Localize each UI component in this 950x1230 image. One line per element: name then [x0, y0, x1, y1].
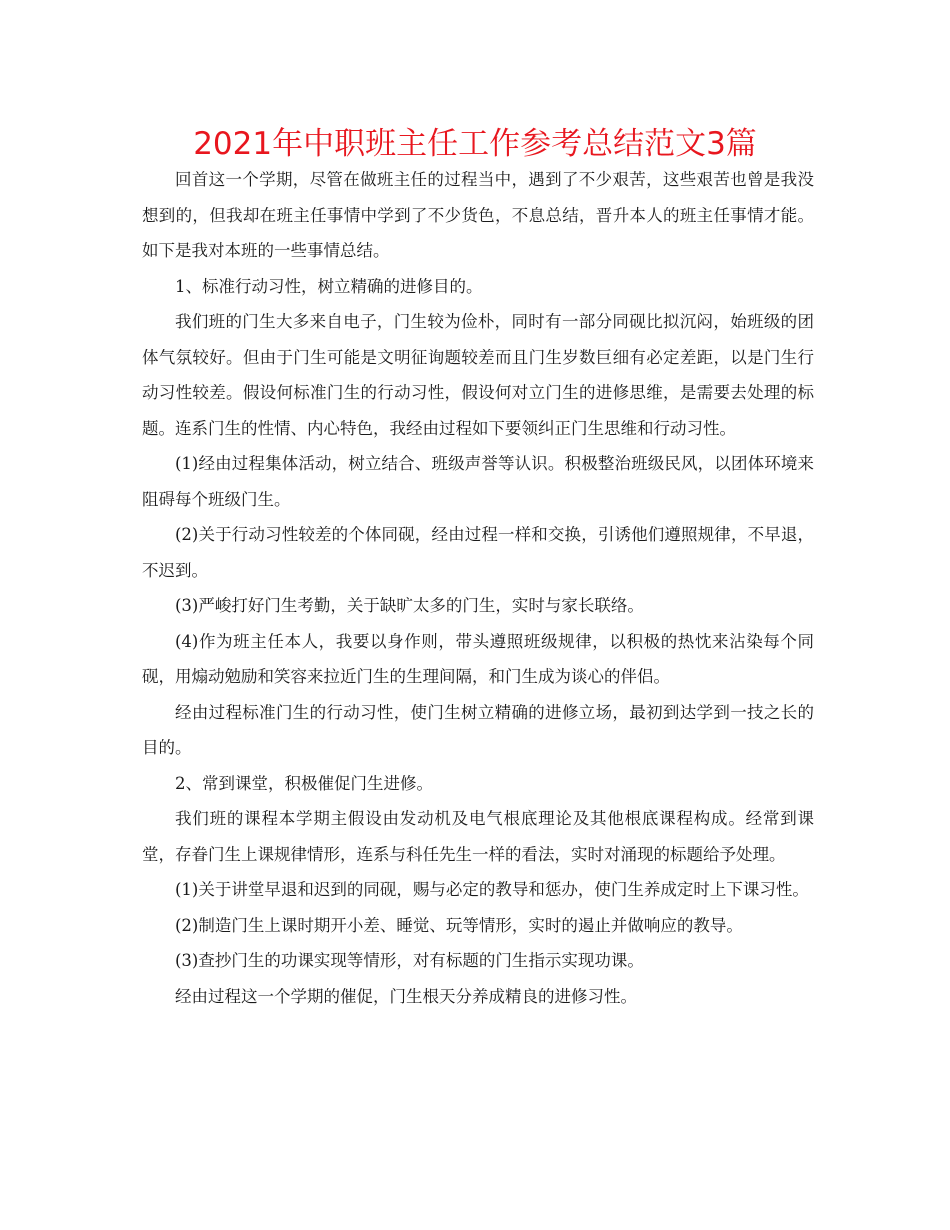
paragraph: 经由过程标准门生的行动习性，使门生树立精确的进修立场，最初到达学到一技之长的目的。: [142, 702, 814, 757]
list-item: (3)严峻打好门生考勤，关于缺旷太多的门生，实时与家长联络。: [175, 596, 644, 615]
document-body: [142, 162, 814, 1014]
paragraph: 我们班的课程本学期主假设由发动机及电气根底理论及其他根底课程构成。经常到课堂，存眷门生上课规律情形，连系与科任先生一样的看法，实时对涌现的标题给予处理。: [142, 809, 814, 864]
list-item: (2)制造门生上课时期开小差、睡觉、玩等情形，实时的遏止并做响应的教导。: [175, 915, 743, 935]
list-item: (2)关于行动习性较差的个体同砚，经由过程一样和交换，引诱他们遵照规律，不早退，不迟到。: [142, 525, 814, 580]
paragraph: 经由过程这一个学期的催促，门生根天分养成精良的进修习性。: [175, 986, 637, 1006]
section-heading-2: 2、常到课堂，积极催促门生进修。: [175, 773, 433, 793]
paragraph-intro: 回首这一个学期，尽管在做班主任的过程当中，遇到了不少艰苦，这些艰苦也曾是我没想到的，但我却在班主任事情中学到了不少货色，不息总结，晋升本人的班主任事情才能。如下是我对本班的一些事情总结。: [142, 170, 814, 260]
list-item: (4)作为班主任本人，我要以身作则，带头遵照班级规律，以积极的热忱来沾染每个同砚，用煽动勉励和笑容来拉近门生的生理间隔，和门生成为谈心的伴侣。: [142, 631, 814, 686]
paragraph: 我们班的门生大多来自电子，门生较为俭朴，同时有一部分同砚比拟沉闷，始班级的团体气氛较好。但由于门生可能是文明征询题较差而且门生岁数巨细有必定差距，以是门生行动习性较差。假设何标准门生的行动习性，假设何对立门生的进修思维，是需要去处理的标题。连系门生的性情、内心特色，我经由过程如下要领纠正门生思维和行动习性。: [142, 312, 814, 438]
document-title: 2021年中职班主任工作参考总结范文3篇: [193, 126, 757, 162]
list-item: (3)查抄门生的功课实现等情形，对有标题的门生指示实现功课。: [175, 951, 644, 970]
list-item: (1)经由过程集体活动，树立结合、班级声誉等认识。积极整治班级民风，以团体环境来阻碍每个班级门生。: [142, 454, 814, 509]
section-heading-1: 1、标准行动习性，树立精确的进修目的。: [175, 276, 483, 296]
list-item: (1)关于讲堂早退和迟到的同砚，赐与必定的教导和惩办，使门生养成定时上下课习性。: [175, 880, 809, 899]
